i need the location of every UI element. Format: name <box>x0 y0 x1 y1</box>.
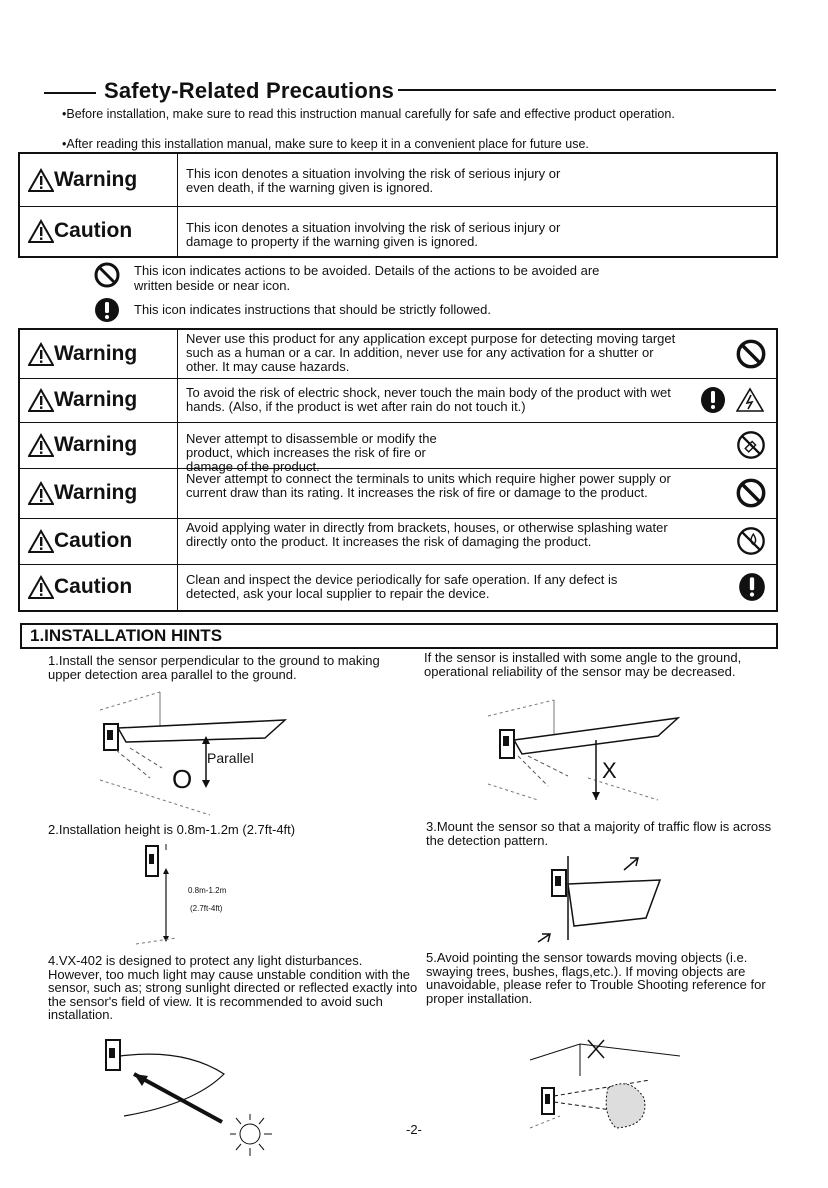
mandatory-icon <box>94 297 120 323</box>
warning-triangle-icon <box>28 342 54 366</box>
warning-triangle-icon <box>28 388 54 412</box>
precaution-row-3 <box>20 422 776 474</box>
prohibit-icon <box>94 262 120 288</box>
precaution-label-5 <box>20 518 178 564</box>
precaution-label-6 <box>20 564 178 610</box>
precaution-label-text: Warning <box>54 433 138 456</box>
mandatory-icon <box>700 386 726 414</box>
hint-1: 1.Install the sensor perpendicular to the ground to making upper detection area parallel to the ground. <box>48 653 380 682</box>
warning-label-text: Warning <box>54 168 138 191</box>
ng-mark: X <box>602 758 617 783</box>
precaution-text-4: Never attempt to connect the terminals to units which require higher power supply or current draw than its rating. It increases the risk of fire or damage to the product. <box>186 471 671 500</box>
caution-triangle-icon <box>28 219 54 243</box>
legend-row-caution <box>20 206 776 256</box>
parallel-label: Parallel <box>207 750 254 766</box>
precaution-row-5 <box>20 518 776 565</box>
hint-2: 2.Installation height is 0.8m-1.2m (2.7ft-4ft) <box>48 822 296 837</box>
figure-traffic <box>528 850 678 950</box>
page-title: Safety-Related Precautions <box>104 78 395 103</box>
precaution-row-6 <box>20 564 776 610</box>
title-rule-right <box>398 89 776 91</box>
intro-line-1: •Before installation, make sure to read this instruction manual carefully for safe and effective product operation. <box>62 107 675 121</box>
height-m: 0.8m-1.2m <box>188 886 227 895</box>
warning-triangle-icon <box>28 168 54 192</box>
hint-4: 4.VX-402 is designed to protect any light disturbances. However, too much light may cause unstable condition with the sensor, such as; strong sunlight directed or reflected exactly into the sensor's field of view. It is recommended to avoid such installation. <box>48 953 418 1022</box>
precaution-label-text: Warning <box>54 342 138 365</box>
caution-label-text: Caution <box>54 219 133 242</box>
precaution-label-2 <box>20 378 178 422</box>
legend-row-warning <box>20 154 776 207</box>
figure-angled <box>478 696 698 806</box>
prohibit-icon <box>736 339 766 369</box>
caution-description: This icon denotes a situation involving the risk of serious injury or damage to property if the warning given is ignored. <box>186 220 561 249</box>
hint-1b: If the sensor is installed with some angle to the ground, operational reliability of the sensor may be decreased. <box>424 650 742 679</box>
precaution-row-4 <box>20 468 776 519</box>
mandatory-icon <box>738 572 766 602</box>
precaution-label-text: Caution <box>54 575 133 598</box>
precaution-text-3: Never attempt to disassemble or modify the product, which increases the risk of fire or damage of the product. <box>186 431 437 474</box>
hint-5: 5.Avoid pointing the sensor towards moving objects (i.e. swaying trees, bushes, flags,etc.). If moving objects are unavoidable, please refer to Trouble Shooting reference for proper installation. <box>426 950 766 1006</box>
ok-mark: O <box>172 764 193 794</box>
precaution-label-text: Warning <box>54 481 138 504</box>
figure-moving-objects <box>520 1036 690 1136</box>
precaution-text-2: To avoid the risk of electric shock, never touch the main body of the product with wet hands. (Also, if the product is wet after rain do not touch it.) <box>186 385 671 414</box>
title-rule-left <box>44 92 96 94</box>
no-water-icon <box>736 526 766 556</box>
caution-triangle-icon <box>28 575 54 599</box>
precaution-label-4 <box>20 468 178 518</box>
prohibit-description: This icon indicates actions to be avoided. Details of the actions to be avoided are written beside or near icon. <box>134 263 600 293</box>
precaution-row-2 <box>20 378 776 423</box>
precaution-label-3 <box>20 422 178 468</box>
precaution-text-6: Clean and inspect the device periodically for safe operation. If any defect is detected, ask your local supplier to repair the device. <box>186 572 618 601</box>
warning-label <box>20 154 178 206</box>
section-title: 1.INSTALLATION HINTS <box>20 623 778 649</box>
caution-label <box>20 206 178 256</box>
precaution-text-1: Never use this product for any application except purpose for detecting moving target such as a human or a car. In addition, never use for any activation for a shutter or other. It may cause hazards. <box>186 331 676 374</box>
figure-parallel <box>90 690 290 820</box>
electric-shock-icon <box>736 387 764 413</box>
intro-line-2: •After reading this installation manual, make sure to keep it in a convenient place for future use. <box>62 137 589 151</box>
no-disassemble-icon <box>736 430 766 460</box>
precautions-table <box>18 328 778 612</box>
figure-height <box>136 840 196 946</box>
warning-triangle-icon <box>28 481 54 505</box>
precaution-label-text: Caution <box>54 529 133 552</box>
precaution-label-text: Warning <box>54 388 138 411</box>
hint-3: 3.Mount the sensor so that a majority of traffic flow is across the detection pattern. <box>426 819 772 848</box>
figure-sunlight <box>104 1034 294 1158</box>
page-number: -2- <box>406 1122 422 1137</box>
legend-table <box>18 152 778 258</box>
precaution-text-5: Avoid applying water in directly from brackets, houses, or otherwise splashing water directly onto the product. It increases the risk of damaging the product. <box>186 520 668 549</box>
caution-triangle-icon <box>28 529 54 553</box>
mandatory-description: This icon indicates instructions that should be strictly followed. <box>134 302 491 317</box>
warning-description: This icon denotes a situation involving the risk of serious injury or even death, if the warning given is ignored. <box>186 166 561 195</box>
prohibit-icon <box>736 478 766 508</box>
precaution-label-1 <box>20 330 178 378</box>
warning-triangle-icon <box>28 433 54 457</box>
height-ft: (2.7ft-4ft) <box>190 904 223 913</box>
precaution-row-1 <box>20 330 776 379</box>
